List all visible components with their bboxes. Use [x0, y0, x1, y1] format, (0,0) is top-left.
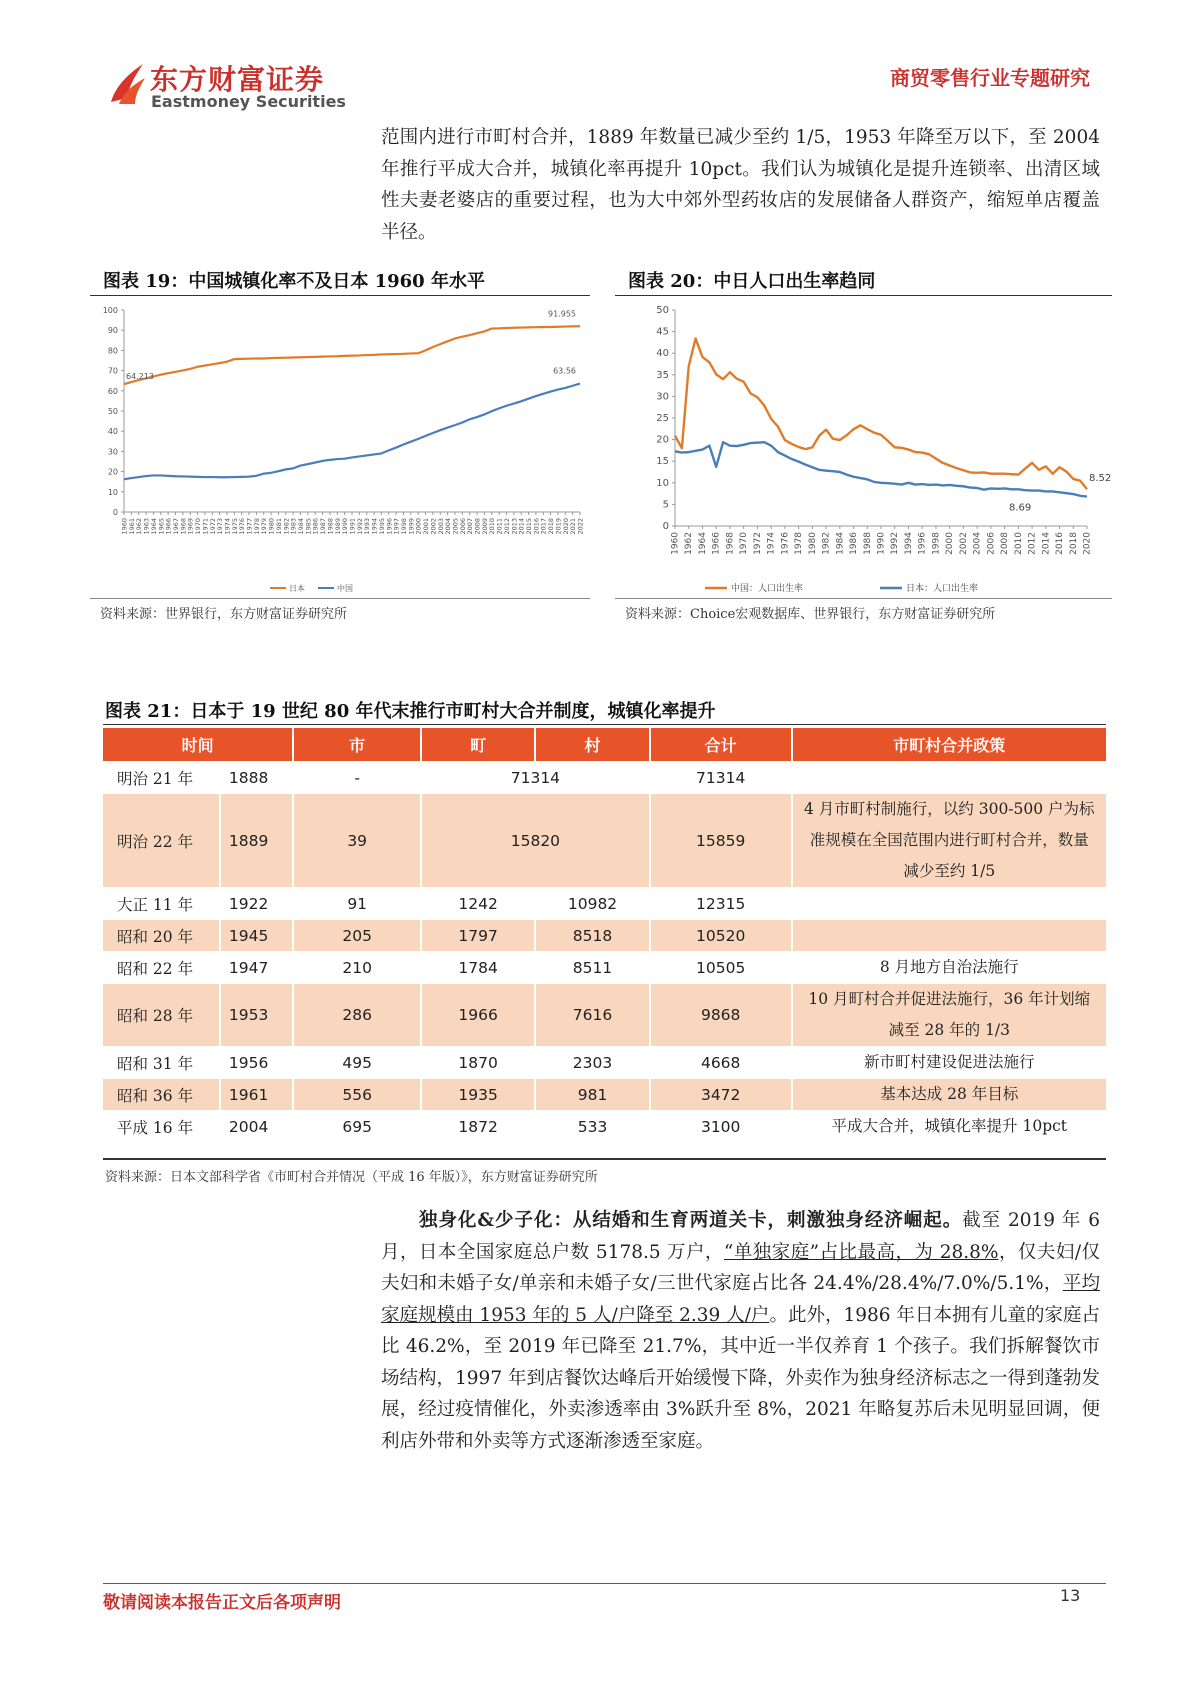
x-tick-label: 1976	[780, 532, 791, 555]
row-shi: 695	[293, 1111, 421, 1143]
x-tick-label: 1969	[186, 518, 195, 535]
col-son: 村	[535, 728, 650, 762]
row-policy: 基本达成 28 年目标	[792, 1079, 1106, 1111]
series-line-b	[124, 384, 580, 480]
y-tick-label: 90	[107, 326, 118, 336]
page-number: 13	[1060, 1586, 1081, 1605]
x-tick-label: 1999	[407, 518, 416, 535]
x-tick-label: 2014	[1041, 532, 1052, 555]
row-son: 981	[535, 1079, 650, 1111]
row-shi: 286	[293, 984, 421, 1047]
y-tick-label: 10	[107, 487, 118, 497]
x-tick-label: 2021	[569, 518, 578, 535]
row-era: 昭和 22 年	[103, 952, 220, 984]
x-tick-label: 2005	[451, 518, 460, 535]
x-tick-label: 1977	[245, 518, 254, 535]
x-tick-label: 1979	[260, 518, 269, 535]
x-tick-label: 1983	[289, 518, 298, 535]
x-tick-label: 2010	[1013, 532, 1024, 555]
x-tick-label: 1980	[267, 518, 276, 535]
row-year: 1956	[220, 1047, 293, 1079]
row-era: 大正 11 年	[103, 888, 220, 920]
x-tick-label: 1965	[157, 518, 166, 535]
y-tick-label: 25	[656, 413, 669, 424]
y-tick-label: 80	[107, 346, 118, 356]
y-tick-label: 10	[656, 477, 669, 489]
y-tick-label: 45	[656, 326, 669, 338]
fig19-bottom-rule	[90, 598, 590, 599]
row-son: 10982	[535, 888, 650, 920]
x-tick-label: 2006	[986, 532, 997, 555]
row-era: 昭和 36 年	[103, 1079, 220, 1111]
y-tick-label: 20	[656, 434, 669, 446]
row-year: 1945	[220, 920, 293, 952]
row-cho: 1242	[421, 888, 535, 920]
x-tick-label: 1980	[807, 532, 818, 555]
x-tick-label: 1962	[684, 532, 695, 555]
logo-en: Eastmoney Securities	[151, 92, 346, 111]
x-tick-label: 1964	[697, 532, 708, 555]
x-tick-label: 2008	[1000, 532, 1011, 555]
row-shi: 556	[293, 1079, 421, 1111]
series-line-a	[675, 339, 1087, 490]
row-policy: 10 月町村合并促进法施行，36 年计划缩减至 28 年的 1/3	[792, 984, 1106, 1047]
x-tick-label: 1972	[752, 532, 763, 555]
x-tick-label: 2004	[444, 518, 453, 535]
row-shi: -	[293, 762, 421, 794]
x-tick-label: 1993	[363, 518, 372, 535]
x-tick-label: 2011	[495, 518, 504, 535]
x-tick-label: 1997	[392, 518, 401, 535]
x-tick-label: 1984	[835, 532, 846, 555]
singles-paragraph	[381, 1205, 1100, 1457]
annotation-label: 8.69	[1009, 502, 1032, 514]
x-tick-label: 1990	[341, 518, 350, 535]
col-shi: 市	[293, 728, 421, 762]
row-policy	[792, 888, 1106, 920]
row-policy	[792, 920, 1106, 952]
row-total: 3472	[650, 1079, 792, 1111]
row-era: 明治 21 年	[103, 762, 220, 794]
x-tick-label: 1982	[821, 532, 832, 555]
x-tick-label: 2009	[480, 518, 489, 535]
x-tick-label: 2016	[532, 518, 541, 535]
y-tick-label: 5	[662, 499, 669, 511]
row-cho: 1784	[421, 952, 535, 984]
x-tick-label: 1988	[862, 532, 873, 555]
x-tick-label: 1998	[931, 532, 942, 555]
y-tick-label: 20	[107, 467, 118, 477]
fig21-title: 图表 21：日本于 19 世纪 80 年代末推行市町村大合并制度，城镇化率提升	[105, 701, 716, 722]
row-total: 3100	[650, 1111, 792, 1143]
para2-underline-2: 平均家庭规模由 1953 年的 5 人/户降至 2.39 人/户	[381, 1273, 1100, 1326]
logo-cn: 东方财富证券	[150, 63, 325, 96]
row-cho-son: 71314	[421, 762, 650, 794]
row-policy: 4 月市町村制施行，以约 300-500 户为标准规模在全国范围内进行町村合并，数量减少至约 1/5	[792, 794, 1106, 888]
y-tick-label: 30	[107, 447, 118, 457]
row-year: 1889	[220, 794, 293, 888]
row-era: 明治 22 年	[103, 794, 220, 888]
x-tick-label: 2016	[1055, 532, 1066, 555]
table-row	[103, 888, 1106, 920]
table-header-row	[103, 728, 1106, 762]
row-cho: 1870	[421, 1047, 535, 1079]
y-tick-label: 35	[656, 369, 669, 381]
row-son: 533	[535, 1111, 650, 1143]
row-total: 10505	[650, 952, 792, 984]
x-tick-label: 2006	[458, 518, 467, 535]
row-total: 10520	[650, 920, 792, 952]
x-tick-label: 1966	[164, 518, 173, 535]
row-year: 1947	[220, 952, 293, 984]
x-tick-label: 2010	[488, 518, 497, 535]
row-total: 12315	[650, 888, 792, 920]
row-era: 平成 16 年	[103, 1111, 220, 1143]
x-tick-label: 1994	[903, 532, 914, 555]
intro-paragraph: 范围内进行市町村合并，1889 年数量已减少至约 1/5，1953 年降至万以下，至 2004 年推行平成大合并，城镇化率再提升 10pct。我们认为城镇化是提升连锁率、出清区域性夫妻老婆店的重要过程，也为大中郊外型药妆店的发展储备人群资产，缩短单店覆盖半径。	[381, 127, 1100, 243]
row-total: 15859	[650, 794, 792, 888]
x-tick-label: 1962	[135, 518, 144, 535]
row-policy	[792, 762, 1106, 794]
y-tick-label: 60	[107, 386, 118, 396]
eastmoney-logo-icon	[105, 58, 151, 108]
row-year: 1961	[220, 1079, 293, 1111]
row-shi: 205	[293, 920, 421, 952]
fig19-title: 图表 19：中国城镇化率不及日本 1960 年水平	[103, 271, 485, 292]
x-tick-label: 1989	[333, 518, 342, 535]
row-shi: 495	[293, 1047, 421, 1079]
x-tick-label: 2012	[502, 518, 511, 535]
annotation-label: 91.955	[548, 309, 576, 319]
x-tick-label: 1988	[326, 518, 335, 535]
x-tick-label: 2019	[554, 518, 563, 535]
y-tick-label: 100	[102, 306, 118, 315]
footer-disclaimer: 敬请阅读本报告正文后各项声明	[103, 1593, 341, 1613]
x-tick-label: 1996	[385, 518, 394, 535]
table-row	[103, 762, 1106, 794]
x-tick-label: 1961	[127, 518, 136, 535]
y-tick-label: 70	[107, 366, 118, 376]
x-tick-label: 1976	[238, 518, 247, 535]
table-row	[103, 952, 1106, 984]
x-tick-label: 1968	[179, 518, 188, 535]
x-tick-label: 2000	[414, 518, 423, 535]
para2-lead: 独身化&少子化：从结婚和生育两道关卡，刺激独身经济崛起。	[419, 1210, 963, 1231]
table-row	[103, 984, 1106, 1047]
x-tick-label: 1974	[766, 532, 777, 555]
row-cho: 1966	[421, 984, 535, 1047]
y-tick-label: 0	[112, 508, 118, 517]
x-tick-label: 1996	[917, 532, 928, 555]
y-tick-label: 40	[107, 427, 118, 437]
x-tick-label: 2003	[436, 518, 445, 535]
series-line-a	[124, 326, 580, 384]
row-son: 8511	[535, 952, 650, 984]
row-shi: 39	[293, 794, 421, 888]
legend-label-china: 中国：人口出生率	[731, 584, 804, 594]
legend-label-japan: 日本：人口出生率	[906, 584, 979, 594]
x-tick-label: 1992	[890, 532, 901, 555]
col-policy: 市町村合并政策	[792, 728, 1106, 762]
table-row	[103, 1111, 1106, 1143]
row-policy: 平成大合并，城镇化率提升 10pct	[831, 1117, 1068, 1135]
row-policy: 8 月地方自治法施行	[879, 958, 1019, 976]
x-tick-label: 1968	[725, 532, 736, 555]
row-year: 2004	[220, 1111, 293, 1143]
x-tick-label: 1966	[711, 532, 722, 555]
row-cho-son: 15820	[421, 794, 650, 888]
x-tick-label: 1975	[230, 518, 239, 535]
x-tick-label: 1986	[311, 518, 320, 535]
x-tick-label: 1978	[252, 518, 261, 535]
row-year: 1922	[220, 888, 293, 920]
fig20-source: 资料来源：Choice宏观数据库、世界银行，东方财富证券研究所	[625, 607, 996, 622]
fig20-rule	[615, 295, 1112, 296]
fig20-chart	[615, 300, 1112, 600]
row-cho: 1797	[421, 920, 535, 952]
para2-text-1: 截至 2019 年 6 月，日本全国家庭总户数 5178.5 万户，	[381, 1210, 1100, 1263]
annotation-label: 8.52	[1089, 473, 1112, 485]
x-tick-label: 1998	[399, 518, 408, 535]
y-tick-label: 50	[107, 407, 118, 416]
col-cho: 町	[421, 728, 535, 762]
y-tick-label: 0	[662, 521, 669, 532]
row-total: 4668	[650, 1047, 792, 1079]
y-tick-label: 15	[656, 456, 669, 468]
x-tick-label: 1992	[355, 518, 364, 535]
x-tick-label: 2000	[945, 532, 956, 555]
report-title: 商贸零售行业专题研究	[890, 66, 1090, 90]
fig21-table	[103, 728, 1106, 1143]
row-cho: 1935	[421, 1079, 535, 1111]
row-era: 昭和 28 年	[103, 984, 220, 1047]
legend-label-japan: 日本	[289, 584, 305, 593]
row-son: 8518	[535, 920, 650, 952]
x-tick-label: 1984	[297, 518, 306, 535]
para2-underline-1: “单独家庭”占比最高，为 28.8%	[723, 1241, 999, 1263]
x-tick-label: 1986	[849, 532, 860, 555]
x-tick-label: 2018	[547, 518, 556, 535]
fig19-rule	[90, 295, 590, 296]
col-time: 时间	[103, 728, 293, 762]
x-tick-label: 1978	[794, 532, 805, 555]
x-tick-label: 1991	[348, 518, 357, 535]
row-shi: 210	[293, 952, 421, 984]
x-tick-label: 1994	[370, 518, 379, 535]
x-tick-label: 1970	[739, 532, 750, 555]
row-son: 7616	[535, 984, 650, 1047]
x-tick-label: 2012	[1027, 532, 1038, 555]
x-tick-label: 2002	[429, 518, 438, 535]
x-tick-label: 1960	[670, 532, 681, 555]
x-tick-label: 1970	[194, 518, 203, 535]
x-tick-label: 2001	[422, 518, 431, 535]
legend-label-china: 中国	[337, 584, 353, 593]
y-tick-label: 40	[656, 348, 669, 360]
fig21-source: 资料来源：日本文部科学省《市町村合并情况（平成 16 年版）》，东方财富证券研究所	[105, 1170, 598, 1185]
x-tick-label: 1981	[274, 518, 283, 535]
x-tick-label: 1972	[208, 518, 217, 535]
x-tick-label: 1973	[216, 518, 225, 535]
fig21-bottom-rule	[103, 1158, 1106, 1160]
x-tick-label: 1990	[876, 532, 887, 555]
x-tick-label: 2002	[958, 532, 969, 555]
x-tick-label: 1987	[319, 518, 328, 535]
x-tick-label: 1960	[120, 518, 129, 535]
x-tick-label: 2014	[517, 518, 526, 535]
footer-rule	[103, 1583, 1106, 1584]
x-tick-label: 1982	[282, 518, 291, 535]
col-total: 合计	[650, 728, 792, 762]
row-son: 2303	[535, 1047, 650, 1079]
row-total: 9868	[650, 984, 792, 1047]
x-tick-label: 1995	[377, 518, 386, 535]
y-tick-label: 50	[656, 305, 669, 316]
x-tick-label: 2018	[1068, 532, 1079, 555]
x-tick-label: 1967	[171, 518, 180, 535]
fig19-source: 资料来源：世界银行，东方财富证券研究所	[100, 607, 348, 622]
row-era: 昭和 20 年	[103, 920, 220, 952]
y-tick-label: 30	[656, 391, 669, 403]
annotation-label: 64.213	[126, 372, 154, 382]
x-tick-label: 1974	[223, 518, 232, 535]
x-tick-label: 2022	[576, 518, 585, 535]
fig21-rule	[103, 724, 1106, 725]
row-cho: 1872	[421, 1111, 535, 1143]
x-tick-label: 2007	[466, 518, 475, 535]
table-row	[103, 1047, 1106, 1079]
para2-text-3: 。此外，1986 年日本拥有儿童的家庭占比 46.2%，至 2019 年已降至 21.7%，其中近一半仅养育 1 个孩子。我们拆解餐饮市场结构，1997 年到店餐饮达峰后开始缓慢下降，外卖作为独身经济标志之一得到蓬勃发展，经过疫情催化，外卖渗透率由 3%跃升至 8%，2021 年略复苏后未见明显回调，便利店外带和外卖等方式逐渐渗透至家庭。	[381, 1304, 1100, 1452]
x-tick-label: 1971	[201, 518, 210, 535]
x-tick-label: 2004	[972, 532, 983, 555]
row-year: 1953	[220, 984, 293, 1047]
x-tick-label: 2020	[1082, 532, 1093, 555]
row-era: 昭和 31 年	[103, 1047, 220, 1079]
para2-text-2: ，仅夫妇/仅夫妇和未婚子女/单亲和未婚子女/三世代家庭占比各 24.4%/28.4%/7.0%/5.1%，	[381, 1241, 1101, 1294]
table-row	[103, 920, 1106, 952]
row-policy: 新市町村建设促进法施行	[864, 1053, 1035, 1071]
table-row	[103, 794, 1106, 888]
fig20-bottom-rule	[615, 598, 1112, 599]
x-tick-label: 1985	[304, 518, 313, 535]
x-tick-label: 2017	[539, 518, 548, 535]
row-year: 1888	[220, 762, 293, 794]
annotation-label: 63.56	[553, 366, 576, 376]
x-tick-label: 2015	[525, 518, 534, 535]
x-tick-label: 1963	[142, 518, 151, 535]
x-tick-label: 2013	[510, 518, 519, 535]
fig20-title: 图表 20：中日人口出生率趋同	[628, 271, 876, 292]
x-tick-label: 2008	[473, 518, 482, 535]
row-total: 71314	[650, 762, 792, 794]
table-row	[103, 1079, 1106, 1111]
x-tick-label: 1964	[149, 518, 158, 535]
fig19-chart	[90, 300, 590, 600]
row-shi: 91	[293, 888, 421, 920]
x-tick-label: 2020	[561, 518, 570, 535]
